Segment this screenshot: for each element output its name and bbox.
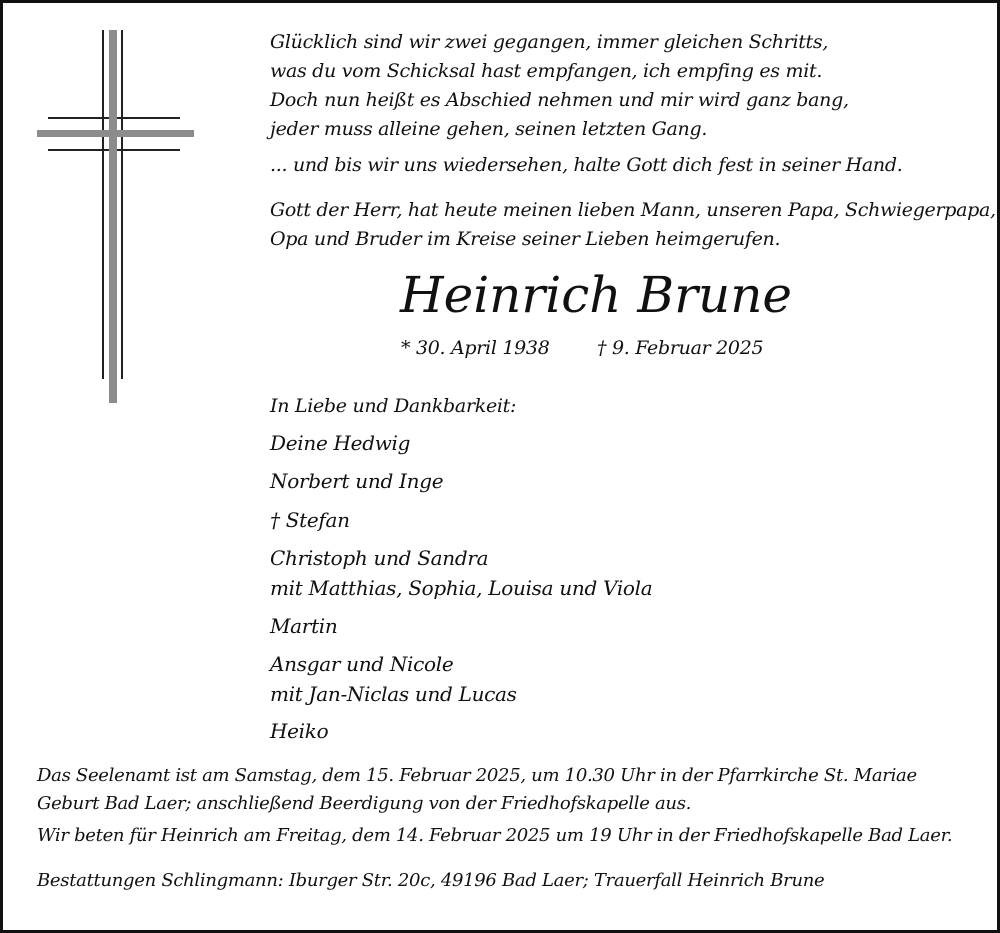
poem-line: Doch nun heißt es Abschied nehmen und mir wird ganz bang, — [270, 89, 849, 111]
family-member — [270, 543, 652, 603]
family-member — [270, 649, 517, 709]
family-member: Deine Hedwig — [270, 431, 411, 455]
birth-date: * 30. April 1938 — [401, 337, 550, 359]
family-member: Martin — [270, 614, 338, 638]
announcement — [270, 196, 996, 254]
undertaker-line: Bestattungen Schlingmann: Iburger Str. 20c, 49196 Bad Laer; Trauerfall Heinrich Brune — [37, 870, 825, 891]
family-member-line: mit Matthias, Sophia, Louisa und Viola — [270, 576, 653, 600]
death-date: † 9. Februar 2025 — [597, 337, 764, 359]
family-intro: In Liebe und Dankbarkeit: — [270, 395, 517, 417]
deceased-name: Heinrich Brune — [400, 266, 793, 324]
family-member-line: mit Jan-Niclas und Lucas — [270, 682, 517, 706]
poem-line: jeder muss alleine gehen, seinen letzten Gang. — [270, 118, 708, 140]
family-member-line: Ansgar und Nicole — [270, 652, 454, 676]
family-member: Heiko — [270, 719, 329, 743]
announcement-line: Opa und Bruder im Kreise seiner Lieben heimgerufen. — [270, 228, 781, 250]
requiem-line: Das Seelenamt ist am Samstag, dem 15. Februar 2025, um 10.30 Uhr in der Pfarrkirche St. Mariae — [37, 765, 917, 786]
family-member: Norbert und Inge — [270, 469, 444, 493]
requiem-line: Geburt Bad Laer; anschließend Beerdigung von der Friedhofskapelle aus. — [37, 793, 692, 814]
cross-icon — [0, 0, 200, 410]
family-member-line: Christoph und Sandra — [270, 546, 489, 570]
service-info — [37, 762, 917, 818]
poem-line: Glücklich sind wir zwei gegangen, immer gleichen Schritts, — [270, 31, 829, 53]
prayer-line: Wir beten für Heinrich am Freitag, dem 14. Februar 2025 um 19 Uhr in der Friedhofskapelle Bad Laer. — [37, 825, 953, 846]
poem-line: was du vom Schicksal hast empfangen, ich empfing es mit. — [270, 60, 823, 82]
poem — [270, 28, 849, 144]
farewell-line: ... und bis wir uns wiedersehen, halte Gott dich fest in seiner Hand. — [270, 154, 903, 176]
family-member: † Stefan — [270, 508, 350, 532]
announcement-line: Gott der Herr, hat heute meinen lieben Mann, unseren Papa, Schwiegerpapa, — [270, 199, 996, 221]
